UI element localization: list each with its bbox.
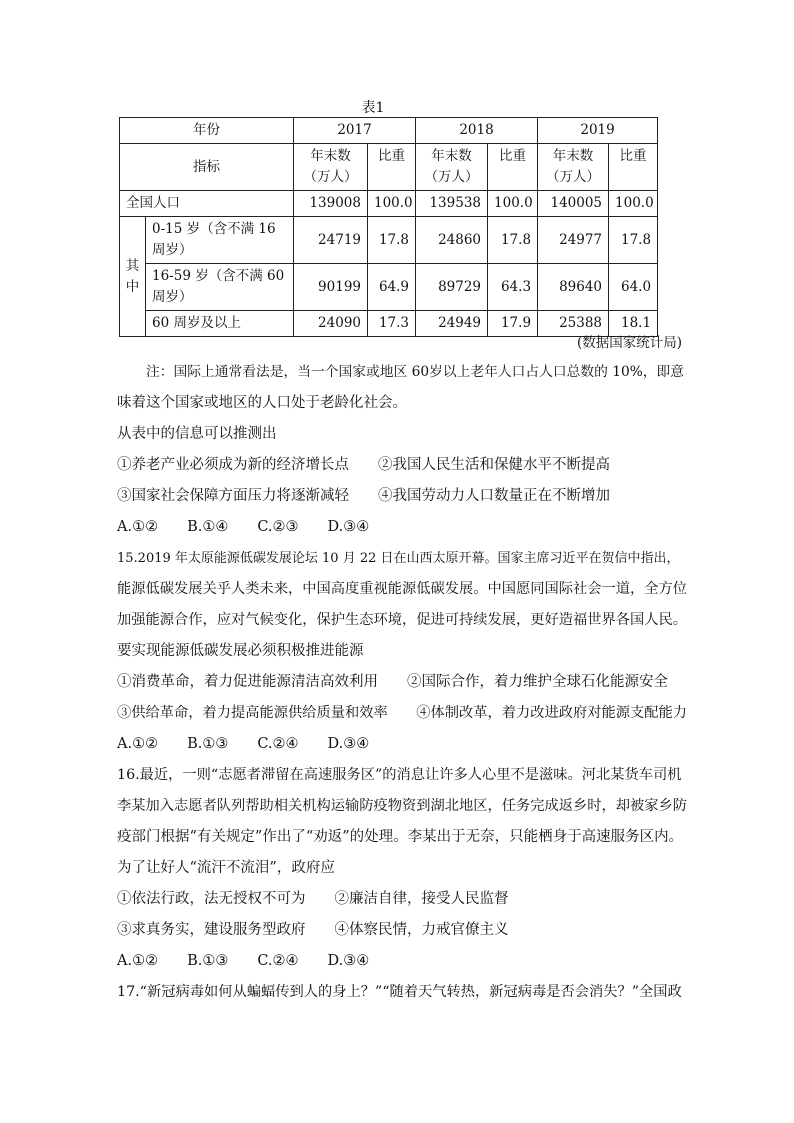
table-source: (数据国家统计局) <box>576 335 682 351</box>
question-stem: 从表中的信息可以推测出 <box>117 426 277 442</box>
table-row <box>120 217 658 264</box>
cell: 64.3 <box>488 264 538 311</box>
question-15-line: 15.2019 年太原能源低碳发展论坛 10 月 22 日在山西太原开幕。国家主席习近平在贺信中指出， <box>117 551 680 566</box>
cell: 17.3 <box>368 311 416 337</box>
cell: 139008 <box>294 191 368 217</box>
cell: 25388 <box>538 311 609 337</box>
cell: 24719 <box>294 217 368 264</box>
share-header: 比重 <box>609 144 658 191</box>
cell: 140005 <box>538 191 609 217</box>
option-line: ③供给革命，着力提高能源供给质量和效率 ④体制改革，着力改进政府对能源支配能力 <box>117 705 688 721</box>
cell: 17.8 <box>609 217 658 264</box>
year-2018: 2018 <box>416 118 538 144</box>
cell: 139538 <box>416 191 488 217</box>
question-16-line: 疫部门根据“有关规定”作出了“劝返”的处理。李某出于无奈，只能栖身于高速服务区内。 <box>117 829 684 845</box>
cell: 17.8 <box>368 217 416 264</box>
year-2019: 2019 <box>538 118 658 144</box>
cell: 24977 <box>538 217 609 264</box>
count-header: 年末数 （万人） <box>416 144 488 191</box>
option-line: ③求真务实，建设服务型政府 ④体察民情，力戒官僚主义 <box>117 922 509 938</box>
share-header: 比重 <box>488 144 538 191</box>
count-header: 年末数 （万人） <box>294 144 368 191</box>
cell: 18.1 <box>609 311 658 337</box>
question-15-line: 加强能源合作，应对气候变化，保护生态环境，促进可持续发展，更好造福世界各国人民。 <box>117 612 688 628</box>
cell: 89640 <box>538 264 609 311</box>
cell: 100.0 <box>488 191 538 217</box>
row-label: 16-59 岁（含不满 60 周岁） <box>146 264 294 311</box>
table-header-row <box>120 118 658 144</box>
cell: 24860 <box>416 217 488 264</box>
row-label: 0-15 岁（含不满 16 周岁） <box>146 217 294 264</box>
cell: 100.0 <box>368 191 416 217</box>
answer-choices: A.①② B.①③ C.②④ D.③④ <box>117 736 370 752</box>
question-17-line: 17.“新冠病毒如何从蝙蝠传到人的身上？”“随着天气转热，新冠病毒是否会消失？”全国政 <box>117 984 682 1000</box>
cell: 24949 <box>416 311 488 337</box>
cell: 64.9 <box>368 264 416 311</box>
question-16-line: 李某加入志愿者队列帮助相关机构运输防疫物资到湖北地区，任务完成返乡时，却被家乡防 <box>117 798 688 814</box>
cell: 24090 <box>294 311 368 337</box>
question-text <box>117 357 689 1008</box>
indicator-header: 指标 <box>120 144 294 191</box>
cell: 17.8 <box>488 217 538 264</box>
option-line: ①依法行政，法无授权不可为 ②廉洁自律，接受人民监督 <box>117 891 509 907</box>
table-row <box>120 264 658 311</box>
cell: 89729 <box>416 264 488 311</box>
note-line: 味着这个国家或地区的人口处于老龄化社会。 <box>117 395 407 411</box>
question-16-line: 16.最近，一则“志愿者滞留在高速服务区”的消息让许多人心里不是滋味。河北某货车司机 <box>117 767 682 783</box>
cell: 17.9 <box>488 311 538 337</box>
population-table <box>119 117 658 337</box>
answer-choices: A.①② B.①④ C.②③ D.③④ <box>117 519 370 535</box>
row-label: 60 周岁及以上 <box>146 311 294 337</box>
question-stem: 为了让好人“流汗不流泪”，政府应 <box>117 860 335 876</box>
option-line: ③国家社会保障方面压力将逐渐减轻 ④我国劳动力人口数量正在不断增加 <box>117 488 610 504</box>
year-header: 年份 <box>120 118 294 144</box>
share-header: 比重 <box>368 144 416 191</box>
year-2017: 2017 <box>294 118 416 144</box>
table-row <box>120 191 658 217</box>
answer-choices: A.①② B.①③ C.②④ D.③④ <box>117 953 370 969</box>
table-subheader-row <box>120 144 658 191</box>
table-caption: 表1 <box>361 100 385 116</box>
question-15-line: 能源低碳发展关乎人类未来，中国高度重视能源低碳发展。中国愿同国际社会一道，全方位 <box>117 581 688 597</box>
cell: 90199 <box>294 264 368 311</box>
question-stem: 要实现能源低碳发展必须积极推进能源 <box>117 643 364 659</box>
option-line: ①养老产业必须成为新的经济增长点 ②我国人民生活和保健水平不断提高 <box>117 457 610 473</box>
row-label: 全国人口 <box>120 191 294 217</box>
option-line: ①消费革命，着力促进能源清洁高效利用 ②国际合作，着力维护全球石化能源安全 <box>117 674 668 690</box>
group-label: 其 中 <box>120 217 146 337</box>
note-line: 注：国际上通常看法是，当一个国家或地区 60岁以上老年人口占人口总数的 10%，即意 <box>146 364 685 380</box>
count-header: 年末数 （万人） <box>538 144 609 191</box>
cell: 100.0 <box>609 191 658 217</box>
cell: 64.0 <box>609 264 658 311</box>
